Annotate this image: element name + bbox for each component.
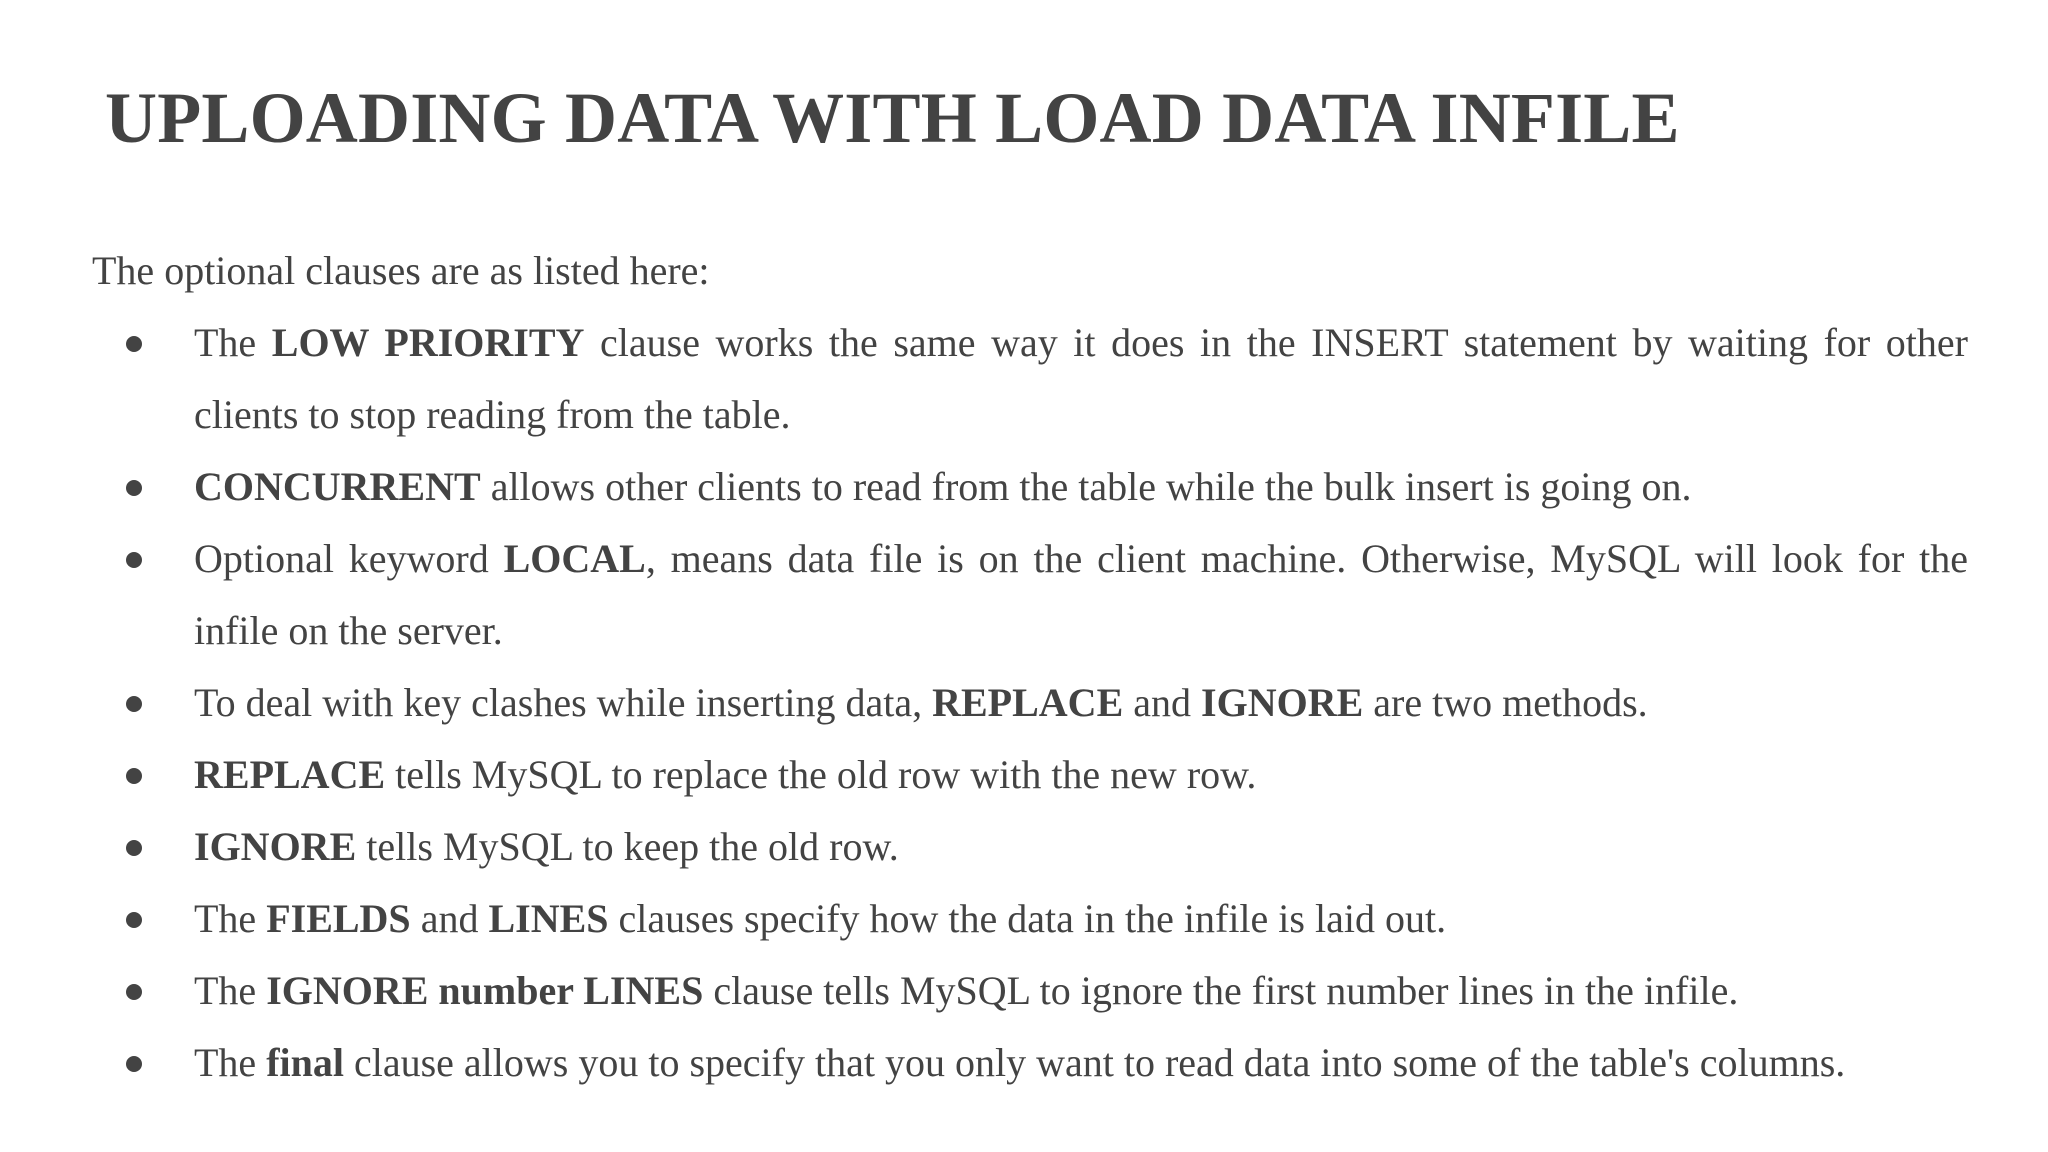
bullet-dot-icon <box>126 480 142 496</box>
bullet-dot-icon <box>126 768 142 784</box>
bullet-text: The <box>194 320 272 365</box>
bullet-text: The <box>194 968 267 1013</box>
bullet-local <box>118 523 1968 667</box>
bullet-text: allows other clients to read from the table while the bulk insert is going on. <box>480 464 1692 509</box>
bullet-text: , means data file is on the client machine. Otherwise, MySQL will look for the infile on the server. <box>194 536 1968 653</box>
bullet-text: and <box>410 896 489 941</box>
keyword: REPLACE <box>932 680 1124 725</box>
keyword: FIELDS <box>266 896 411 941</box>
bullet-dot-icon <box>126 840 142 856</box>
bullet-text: tells MySQL to keep the old row. <box>356 824 899 869</box>
bullet-replace <box>118 739 1968 811</box>
keyword: IGNORE number LINES <box>266 968 704 1013</box>
keyword: LOW PRIORITY <box>271 320 585 365</box>
keyword: LOCAL <box>503 536 646 581</box>
bullet-key-clashes <box>118 667 1968 739</box>
bullet-dot-icon <box>126 984 142 1000</box>
bullet-ignore <box>118 811 1968 883</box>
bullet-final <box>118 1027 1968 1099</box>
keyword: final <box>266 1040 344 1085</box>
intro-text: The optional clauses are as listed here: <box>92 248 710 293</box>
keyword: CONCURRENT <box>194 464 481 509</box>
bullet-text: The <box>194 1040 267 1085</box>
clause-list <box>118 307 1968 1099</box>
bullet-text: Optional keyword <box>194 536 504 581</box>
bullet-fields-lines <box>118 883 1968 955</box>
bullet-concurrent <box>118 451 1968 523</box>
bullet-ignore-number-lines <box>118 955 1968 1027</box>
bullet-text: To deal with key clashes while inserting data, <box>194 680 933 725</box>
bullet-text: The <box>194 896 267 941</box>
bullet-text: tells MySQL to replace the old row with the new row. <box>385 752 1257 797</box>
bullet-text: and <box>1123 680 1202 725</box>
bullet-dot-icon <box>126 1056 142 1072</box>
bullet-low-priority <box>118 307 1968 451</box>
keyword: IGNORE <box>1201 680 1364 725</box>
bullet-text: are two methods. <box>1363 680 1648 725</box>
keyword: IGNORE <box>194 824 357 869</box>
bullet-dot-icon <box>126 552 142 568</box>
bullet-dot-icon <box>126 336 142 352</box>
bullet-text: clause tells MySQL to ignore the first number lines in the infile. <box>703 968 1739 1013</box>
bullet-dot-icon <box>126 912 142 928</box>
bullet-dot-icon <box>126 696 142 712</box>
bullet-text: clause works the same way it does in the INSERT statement by waiting for other clients to stop reading from the table. <box>194 320 1968 437</box>
keyword: REPLACE <box>194 752 386 797</box>
keyword: LINES <box>488 896 609 941</box>
bullet-text: clauses specify how the data in the infile is laid out. <box>608 896 1447 941</box>
bullet-text: clause allows you to specify that you only want to read data into some of the table's columns. <box>343 1040 1846 1085</box>
slide-title: UPLOADING DATA WITH LOAD DATA INFILE <box>105 78 1680 158</box>
